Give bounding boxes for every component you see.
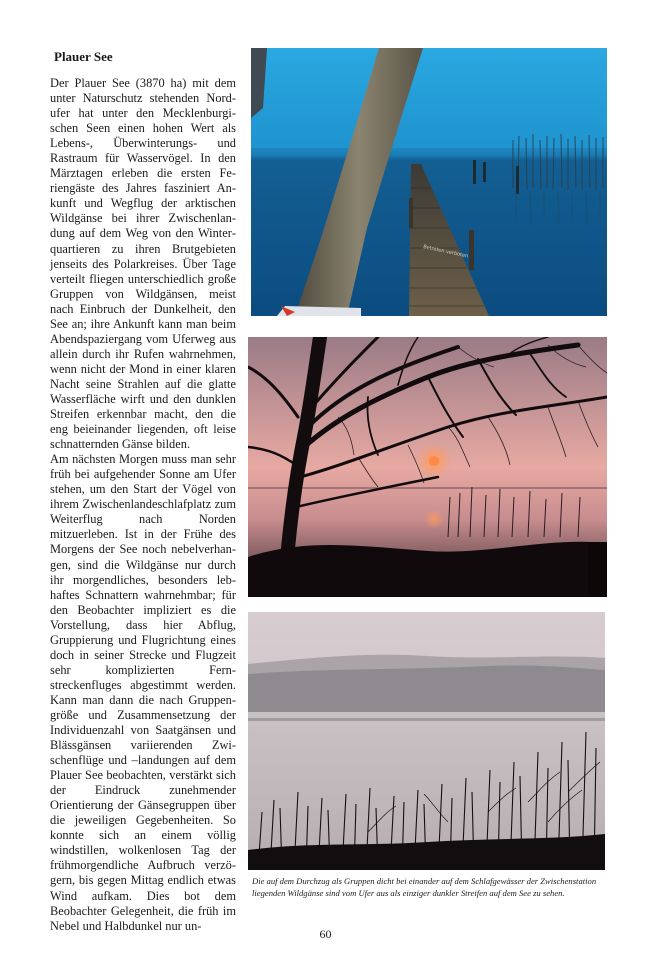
page-number: 60 <box>319 927 332 941</box>
photo-foggy-lake-image <box>248 612 605 870</box>
photo-sunset-trees-image <box>248 337 607 597</box>
article-body <box>50 76 236 934</box>
photo-lake-pier-image <box>251 48 607 316</box>
paragraph-1: Der Plauer See (3870 ha) mit dem unter Naturschutz stehenden Nordufer hat unter den Mecklenburgischen Seen einen hohen Wert als Lebens-, Überwinterungs- und Rastraum für Wasservögel. In den Märztagen erleben die ersten Feriengäste des Jahres fasziniert Ankunft und Wegflug der arktischen Wildgänse bei ihrer Zwischenlandung auf dem Weg von den Winterquartieren zu ihren Brutgebieten jenseits des Polarkreises. Über Tage verteilt fliegen unterschiedlich große Gruppen von Wildgänsen, meist nach Einbruch der Dunkelheit, den See an; ihre Ankunft kann man beim Abendspaziergang vom Uferweg aus allein durch ihr Rufen wahrnehmen, wenn nicht der Mond in einer klaren Nacht seine Strahlen auf die glatte Wasserfläche wirft und den dunklen Streifen erkennbar macht, den die eng beieinander liegenden, oft leise schnatternden Gänse bilden. <box>50 76 236 452</box>
paragraph-2: Am nächsten Morgen muss man sehr früh bei aufgehender Sonne am Ufer stehen, um den Start der Vögel von ihrem Zwischenlandeschlafplatz zum Weiterflug nach Norden mitzuerleben. Ist in der Frühe des Morgens der See noch nebelverhangen, sind die Wildgänse nur durch ihr morgendliches, besonders lebhaftes Schnattern wahrnehmbar; für den Beobachter impliziert es die Vorstellung, dass hier Abflug, Gruppierung und Flugrichtung eines doch in seiner Strecke und Flugzeit sehr komplizierten Fernstreckenfluges abgestimmt werden. Kann man dann die nach Gruppengröße und Zusammensetzung der Individuenzahl von Saatgänsen und Blässgänsen variierenden Zwischenflüge und –landungen auf dem Plauer See beobachten, verstärkt sich der Eindruck zunehmender Orientierung der Gänsegruppen über die jeweiligen Gegebenheiten. So konnte sich an einem völlig windstillen, wolkenlosen Tag der frühmorgendliche Aufbruch verzögern, bis gegen Mittag endlich etwas Wind aufkam. Dies bot dem Beobachter Gelegenheit, die früh im Nebel und Halbdunkel nur un- <box>50 452 236 933</box>
photo-sunset-trees <box>248 337 607 597</box>
article-title: Plauer See <box>54 49 113 64</box>
photo-foggy-lake <box>248 612 605 870</box>
photo-lake-pier <box>251 48 607 316</box>
photo-caption: Die auf dem Durchzug als Gruppen dicht bei einander auf dem Schlafgewässer der Zwischenstation liegenden Wildgänse sind vom Ufer aus als einziger dunkler Streifen auf dem See zu sehen. <box>252 876 597 898</box>
pier-sign-text: Betreten verboten <box>422 244 469 260</box>
